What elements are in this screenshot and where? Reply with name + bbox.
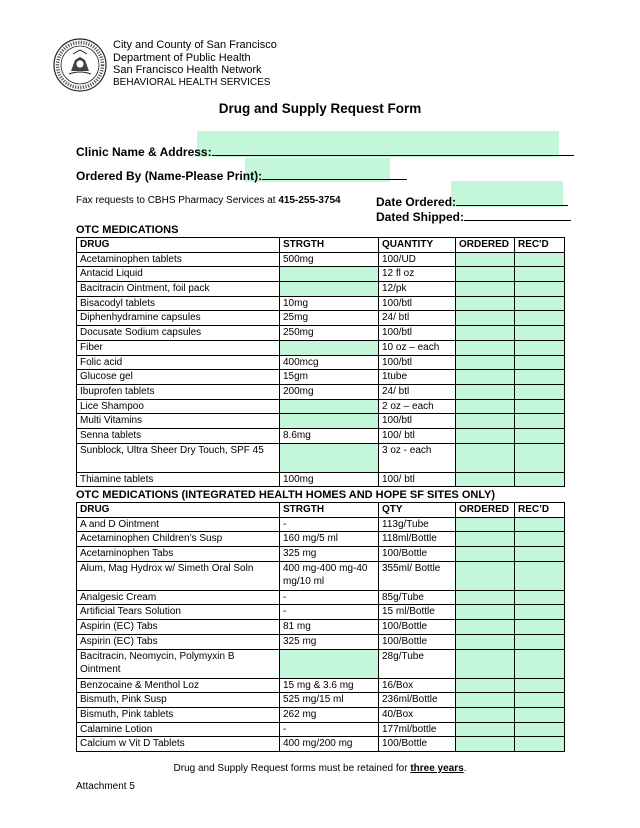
received-input-cell[interactable] bbox=[515, 296, 565, 311]
received-input-cell[interactable] bbox=[515, 707, 565, 722]
strength-cell: 15gm bbox=[280, 370, 379, 385]
col-drug: DRUG bbox=[77, 238, 280, 253]
ordered-input-cell[interactable] bbox=[456, 707, 515, 722]
ordered-input-cell[interactable] bbox=[456, 296, 515, 311]
otc-medications-table bbox=[76, 237, 565, 487]
quantity-cell: 118ml/Bottle bbox=[379, 532, 456, 547]
strength-cell: 325 mg bbox=[280, 547, 379, 562]
col-drug: DRUG bbox=[77, 503, 280, 518]
clinic-name-label: Clinic Name & Address: bbox=[76, 145, 212, 159]
table-row bbox=[77, 428, 565, 443]
drug-name-cell: Aspirin (EC) Tabs bbox=[77, 620, 280, 635]
received-input-cell[interactable] bbox=[515, 620, 565, 635]
ordered-input-cell[interactable] bbox=[456, 267, 515, 282]
quantity-cell: 1tube bbox=[379, 370, 456, 385]
drug-name-cell: Antacid Liquid bbox=[77, 267, 280, 282]
ordered-input-cell[interactable] bbox=[456, 722, 515, 737]
received-input-cell[interactable] bbox=[515, 561, 565, 590]
strength-cell[interactable] bbox=[280, 340, 379, 355]
strength-cell: 500mg bbox=[280, 252, 379, 267]
received-input-cell[interactable] bbox=[515, 547, 565, 562]
ordered-input-cell[interactable] bbox=[456, 399, 515, 414]
drug-name-cell: Glucose gel bbox=[77, 370, 280, 385]
table-row bbox=[77, 693, 565, 708]
table-row bbox=[77, 620, 565, 635]
received-input-cell[interactable] bbox=[515, 722, 565, 737]
table-row bbox=[77, 296, 565, 311]
ordered-input-cell[interactable] bbox=[456, 282, 515, 297]
quantity-cell: 100/Bottle bbox=[379, 547, 456, 562]
table-row bbox=[77, 340, 565, 355]
drug-name-cell: Sunblock, Ultra Sheer Dry Touch, SPF 45 bbox=[77, 443, 280, 472]
received-input-cell[interactable] bbox=[515, 414, 565, 429]
drug-name-cell: Multi Vitamins bbox=[77, 414, 280, 429]
table-row bbox=[77, 707, 565, 722]
ordered-input-cell[interactable] bbox=[456, 590, 515, 605]
quantity-cell: 100/UD bbox=[379, 252, 456, 267]
strength-cell: 400mcg bbox=[280, 355, 379, 370]
ordered-input-cell[interactable] bbox=[456, 370, 515, 385]
quantity-cell: 100/Bottle bbox=[379, 737, 456, 752]
table-row bbox=[77, 267, 565, 282]
quantity-cell: 355ml/ Bottle bbox=[379, 561, 456, 590]
received-input-cell[interactable] bbox=[515, 252, 565, 267]
strength-cell: 160 mg/5 ml bbox=[280, 532, 379, 547]
dated-shipped-label: Dated Shipped: bbox=[376, 210, 465, 224]
retention-period: three years bbox=[410, 763, 464, 774]
drug-name-cell: Diphenhydramine capsules bbox=[77, 311, 280, 326]
strength-cell[interactable] bbox=[280, 649, 379, 678]
ordered-input-cell[interactable] bbox=[456, 605, 515, 620]
table-row bbox=[77, 634, 565, 649]
ordered-input-cell[interactable] bbox=[456, 384, 515, 399]
drug-name-cell: Thiamine tablets bbox=[77, 472, 280, 487]
received-input-cell[interactable] bbox=[515, 311, 565, 326]
org-line-department: Department of Public Health bbox=[113, 51, 251, 64]
drug-name-cell: A and D Ointment bbox=[77, 517, 280, 532]
received-input-cell[interactable] bbox=[515, 634, 565, 649]
table-row bbox=[77, 649, 565, 678]
col-received: REC’D bbox=[515, 503, 565, 518]
table-row bbox=[77, 384, 565, 399]
strength-cell: 15 mg & 3.6 mg bbox=[280, 678, 379, 693]
strength-cell: - bbox=[280, 590, 379, 605]
org-line-bhs: BEHAVIORAL HEALTH SERVICES bbox=[113, 76, 271, 88]
ordered-input-cell[interactable] bbox=[456, 428, 515, 443]
drug-name-cell: Lice Shampoo bbox=[77, 399, 280, 414]
ordered-input-cell[interactable] bbox=[456, 340, 515, 355]
ordered-by-input[interactable] bbox=[262, 168, 407, 180]
received-input-cell[interactable] bbox=[515, 282, 565, 297]
drug-name-cell: Calcium w Vit D Tablets bbox=[77, 737, 280, 752]
received-input-cell[interactable] bbox=[515, 693, 565, 708]
strength-cell: 10mg bbox=[280, 296, 379, 311]
quantity-cell: 100/btl bbox=[379, 414, 456, 429]
quantity-cell: 100/Bottle bbox=[379, 620, 456, 635]
ordered-input-cell[interactable] bbox=[456, 326, 515, 341]
received-input-cell[interactable] bbox=[515, 355, 565, 370]
strength-cell: 262 mg bbox=[280, 707, 379, 722]
strength-cell[interactable] bbox=[280, 267, 379, 282]
strength-cell: 8.6mg bbox=[280, 428, 379, 443]
drug-name-cell: Analgesic Cream bbox=[77, 590, 280, 605]
strength-cell: 325 mg bbox=[280, 634, 379, 649]
quantity-cell: 12 fl oz bbox=[379, 267, 456, 282]
quantity-cell: 236ml/Bottle bbox=[379, 693, 456, 708]
quantity-cell: 12/pk bbox=[379, 282, 456, 297]
table-row bbox=[77, 355, 565, 370]
received-input-cell[interactable] bbox=[515, 443, 565, 472]
table-row bbox=[77, 311, 565, 326]
received-input-cell[interactable] bbox=[515, 384, 565, 399]
table-row bbox=[77, 443, 565, 472]
table-row bbox=[77, 252, 565, 267]
received-input-cell[interactable] bbox=[515, 517, 565, 532]
table-row bbox=[77, 282, 565, 297]
ordered-input-cell[interactable] bbox=[456, 693, 515, 708]
strength-cell: 200mg bbox=[280, 384, 379, 399]
received-input-cell[interactable] bbox=[515, 737, 565, 752]
ordered-input-cell[interactable] bbox=[456, 620, 515, 635]
drug-name-cell: Bacitracin Ointment, foil pack bbox=[77, 282, 280, 297]
county-seal-logo bbox=[53, 38, 107, 92]
strength-cell: 525 mg/15 ml bbox=[280, 693, 379, 708]
ordered-by-label: Ordered By (Name-Please Print): bbox=[76, 169, 263, 183]
quantity-cell: 24/ btl bbox=[379, 384, 456, 399]
quantity-cell: 10 oz – each bbox=[379, 340, 456, 355]
strength-cell[interactable] bbox=[280, 443, 379, 472]
strength-cell: 100mg bbox=[280, 472, 379, 487]
strength-cell: - bbox=[280, 605, 379, 620]
org-line-network: San Francisco Health Network bbox=[113, 64, 262, 77]
col-received: REC'D bbox=[515, 238, 565, 253]
form-title: Drug and Supply Request Form bbox=[218, 101, 422, 116]
received-input-cell[interactable] bbox=[515, 370, 565, 385]
clinic-name-input[interactable] bbox=[212, 144, 574, 156]
table-row bbox=[77, 370, 565, 385]
drug-name-cell: Calamine Lotion bbox=[77, 722, 280, 737]
quantity-cell: 3 oz - each bbox=[379, 443, 456, 472]
date-ordered-label: Date Ordered: bbox=[376, 195, 457, 209]
ordered-input-cell[interactable] bbox=[456, 737, 515, 752]
quantity-cell: 2 oz – each bbox=[379, 399, 456, 414]
received-input-cell[interactable] bbox=[515, 590, 565, 605]
quantity-cell: 177ml/bottle bbox=[379, 722, 456, 737]
ordered-input-cell[interactable] bbox=[456, 517, 515, 532]
quantity-cell: 100/btl bbox=[379, 326, 456, 341]
strength-cell: 81 mg bbox=[280, 620, 379, 635]
received-input-cell[interactable] bbox=[515, 605, 565, 620]
ordered-input-cell[interactable] bbox=[456, 678, 515, 693]
received-input-cell[interactable] bbox=[515, 649, 565, 678]
table-row bbox=[77, 678, 565, 693]
table-row bbox=[77, 414, 565, 429]
received-input-cell[interactable] bbox=[515, 326, 565, 341]
ordered-input-cell[interactable] bbox=[456, 311, 515, 326]
dated-shipped-input[interactable] bbox=[464, 209, 571, 221]
org-line-city: City and County of San Francisco bbox=[113, 39, 277, 51]
table-row bbox=[77, 605, 565, 620]
received-input-cell[interactable] bbox=[515, 472, 565, 487]
col-qty: QTY bbox=[379, 503, 456, 518]
col-quantity: QUANTITY bbox=[379, 238, 456, 253]
ordered-input-cell[interactable] bbox=[456, 355, 515, 370]
ordered-input-cell[interactable] bbox=[456, 634, 515, 649]
drug-name-cell: Bacitracin, Neomycin, Polymyxin B Ointment bbox=[77, 649, 280, 678]
table-row bbox=[77, 399, 565, 414]
received-input-cell[interactable] bbox=[515, 267, 565, 282]
table-row bbox=[77, 547, 565, 562]
quantity-cell: 15 ml/Bottle bbox=[379, 605, 456, 620]
drug-name-cell: Acetaminophen Tabs bbox=[77, 547, 280, 562]
attachment-label: Attachment 5 bbox=[76, 781, 135, 792]
quantity-cell: 100/btl bbox=[379, 296, 456, 311]
ordered-input-cell[interactable] bbox=[456, 252, 515, 267]
drug-name-cell: Folic acid bbox=[77, 355, 280, 370]
drug-name-cell: Artificial Tears Solution bbox=[77, 605, 280, 620]
col-ordered: ORDERED bbox=[456, 503, 515, 518]
strength-cell[interactable] bbox=[280, 399, 379, 414]
strength-cell: 25mg bbox=[280, 311, 379, 326]
otc-ihh-section-title: OTC MEDICATIONS (INTEGRATED HEALTH HOMES AND HOPE SF SITES ONLY) bbox=[76, 489, 496, 501]
quantity-cell: 100/Bottle bbox=[379, 634, 456, 649]
received-input-cell[interactable] bbox=[515, 678, 565, 693]
col-strength: STRGTH bbox=[280, 503, 379, 518]
drug-name-cell: Bismuth, Pink Susp bbox=[77, 693, 280, 708]
otc-ihh-medications-table bbox=[76, 502, 565, 752]
ordered-input-cell[interactable] bbox=[456, 414, 515, 429]
drug-name-cell: Bismuth, Pink tablets bbox=[77, 707, 280, 722]
table-row bbox=[77, 737, 565, 752]
ordered-input-cell[interactable] bbox=[456, 547, 515, 562]
drug-name-cell: Senna tablets bbox=[77, 428, 280, 443]
strength-cell: 400 mg/200 mg bbox=[280, 737, 379, 752]
ordered-input-cell[interactable] bbox=[456, 532, 515, 547]
table-row bbox=[77, 517, 565, 532]
strength-cell[interactable] bbox=[280, 414, 379, 429]
quantity-cell: 16/Box bbox=[379, 678, 456, 693]
table-row bbox=[77, 722, 565, 737]
drug-name-cell: Benzocaine & Menthol Loz bbox=[77, 678, 280, 693]
strength-cell: 250mg bbox=[280, 326, 379, 341]
strength-cell: - bbox=[280, 722, 379, 737]
ordered-input-cell[interactable] bbox=[456, 561, 515, 590]
col-ordered: ORDERED bbox=[456, 238, 515, 253]
received-input-cell[interactable] bbox=[515, 340, 565, 355]
received-input-cell[interactable] bbox=[515, 532, 565, 547]
strength-cell: - bbox=[280, 517, 379, 532]
quantity-cell: 100/btl bbox=[379, 355, 456, 370]
quantity-cell: 40/Box bbox=[379, 707, 456, 722]
quantity-cell: 85g/Tube bbox=[379, 590, 456, 605]
drug-name-cell: Alum, Mag Hydrox w/ Simeth Oral Soln bbox=[77, 561, 280, 590]
col-strength: STRGTH bbox=[280, 238, 379, 253]
ordered-input-cell[interactable] bbox=[456, 649, 515, 678]
fax-instructions: Fax requests to CBHS Pharmacy Services at 415-255-3754 bbox=[76, 195, 341, 206]
drug-name-cell: Bisacodyl tablets bbox=[77, 296, 280, 311]
quantity-cell: 113g/Tube bbox=[379, 517, 456, 532]
table-row bbox=[77, 326, 565, 341]
table-row bbox=[77, 472, 565, 487]
retention-notice: Drug and Supply Request forms must be retained for three years. bbox=[173, 763, 467, 774]
fax-number: 415-255-3754 bbox=[278, 195, 341, 206]
table-row bbox=[77, 561, 565, 590]
quantity-cell: 24/ btl bbox=[379, 311, 456, 326]
drug-name-cell: Ibuprofen tablets bbox=[77, 384, 280, 399]
date-ordered-input[interactable] bbox=[456, 194, 568, 206]
drug-name-cell: Acetaminophen Children’s Susp bbox=[77, 532, 280, 547]
ordered-input-cell[interactable] bbox=[456, 472, 515, 487]
drug-name-cell: Docusate Sodium capsules bbox=[77, 326, 280, 341]
table-row bbox=[77, 590, 565, 605]
drug-name-cell: Fiber bbox=[77, 340, 280, 355]
drug-name-cell: Acetaminophen tablets bbox=[77, 252, 280, 267]
received-input-cell[interactable] bbox=[515, 428, 565, 443]
table-row bbox=[77, 532, 565, 547]
organization-block bbox=[113, 39, 277, 89]
quantity-cell: 100/ btl bbox=[379, 428, 456, 443]
strength-cell: 400 mg-400 mg-40 mg/10 ml bbox=[280, 561, 379, 590]
otc-section-title: OTC MEDICATIONS bbox=[76, 224, 179, 236]
ordered-input-cell[interactable] bbox=[456, 443, 515, 472]
quantity-cell: 100/ btl bbox=[379, 472, 456, 487]
quantity-cell: 28g/Tube bbox=[379, 649, 456, 678]
strength-cell[interactable] bbox=[280, 282, 379, 297]
drug-name-cell: Aspirin (EC) Tabs bbox=[77, 634, 280, 649]
received-input-cell[interactable] bbox=[515, 399, 565, 414]
